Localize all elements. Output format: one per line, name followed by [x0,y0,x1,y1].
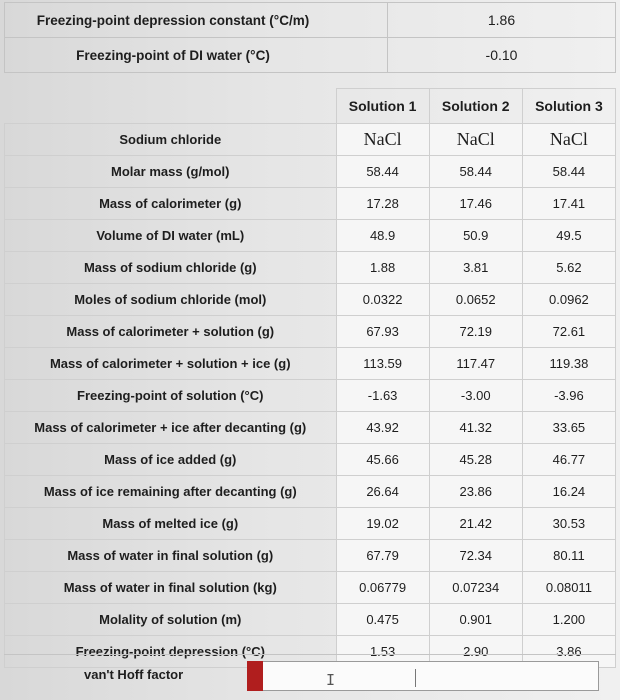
constant-label: Freezing-point depression constant (°C/m) [5,3,388,38]
row-label: Mass of sodium chloride (g) [5,252,337,284]
row-label: Volume of DI water (mL) [5,220,337,252]
constant-label: Freezing-point of DI water (°C) [5,38,388,73]
row-label: Molality of solution (m) [5,604,337,636]
cell-solution-2[interactable]: -3.00 [429,380,522,412]
cell-solution-1[interactable]: NaCl [336,124,429,156]
table-header-row [5,89,616,124]
cell-solution-1[interactable]: 19.02 [336,508,429,540]
cell-solution-1[interactable]: 0.06779 [336,572,429,604]
table-row [5,572,616,604]
row-label: Mass of water in final solution (g) [5,540,337,572]
table-row [5,220,616,252]
cell-solution-1[interactable]: 113.59 [336,348,429,380]
cell-solution-2[interactable]: 2.90 [429,636,522,668]
table-row [5,252,616,284]
row-label: Mass of calorimeter + ice after decanting (g) [5,412,337,444]
cell-solution-1[interactable]: 1.53 [336,636,429,668]
column-header-solution-1: Solution 1 [336,89,429,124]
row-label: Molar mass (g/mol) [5,156,337,188]
cell-solution-3[interactable]: 0.0962 [522,284,615,316]
cell-solution-3[interactable]: 3.86 [522,636,615,668]
table-row [5,508,616,540]
table-row [5,476,616,508]
cell-solution-3[interactable]: 33.65 [522,412,615,444]
table-row [5,316,616,348]
table-row [5,604,616,636]
cell-solution-2[interactable]: 0.07234 [429,572,522,604]
cell-solution-2[interactable]: 0.901 [429,604,522,636]
cell-solution-1[interactable]: 26.64 [336,476,429,508]
vant-hoff-row [4,654,616,699]
cell-solution-2[interactable]: 23.86 [429,476,522,508]
cell-solution-2[interactable]: 3.81 [429,252,522,284]
table-row [5,380,616,412]
cell-solution-1[interactable]: -1.63 [336,380,429,412]
row-label: Sodium chloride [5,124,337,156]
row-label: Freezing-point depression (°C) [5,636,337,668]
cell-solution-3[interactable]: NaCl [522,124,615,156]
cell-solution-3[interactable]: 58.44 [522,156,615,188]
cell-solution-2[interactable]: 0.0652 [429,284,522,316]
row-label: Freezing-point of solution (°C) [5,380,337,412]
cell-solution-3[interactable]: 80.11 [522,540,615,572]
table-row [5,156,616,188]
cell-solution-3[interactable]: -3.96 [522,380,615,412]
cell-solution-2[interactable]: 45.28 [429,444,522,476]
cell-solution-1[interactable]: 48.9 [336,220,429,252]
cell-solution-1[interactable]: 0.0322 [336,284,429,316]
row-label: Mass of calorimeter (g) [5,188,337,220]
cell-solution-1[interactable]: 17.28 [336,188,429,220]
row-label: Moles of sodium chloride (mol) [5,284,337,316]
cell-solution-1[interactable]: 45.66 [336,444,429,476]
constants-table [4,2,616,73]
data-table [4,88,616,668]
row-label: Mass of calorimeter + solution + ice (g) [5,348,337,380]
cell-solution-3[interactable]: 1.200 [522,604,615,636]
cell-solution-3[interactable]: 16.24 [522,476,615,508]
cell-solution-1[interactable]: 67.93 [336,316,429,348]
cell-solution-2[interactable]: 72.34 [429,540,522,572]
cell-solution-2[interactable]: NaCl [429,124,522,156]
row-label: Mass of water in final solution (kg) [5,572,337,604]
cell-solution-3[interactable]: 17.41 [522,188,615,220]
cell-solution-2[interactable]: 50.9 [429,220,522,252]
cell-solution-1[interactable]: 43.92 [336,412,429,444]
input-marker [247,661,263,691]
header-spacer [5,89,337,124]
text-cursor-icon: I [326,671,336,689]
cell-solution-2[interactable]: 58.44 [429,156,522,188]
cell-solution-2[interactable]: 41.32 [429,412,522,444]
row-label: Mass of ice added (g) [5,444,337,476]
cell-solution-3[interactable]: 49.5 [522,220,615,252]
cell-solution-3[interactable]: 5.62 [522,252,615,284]
cell-solution-1[interactable]: 1.88 [336,252,429,284]
table-row [5,540,616,572]
cell-solution-1[interactable]: 58.44 [336,156,429,188]
table-row [5,124,616,156]
table-row [5,412,616,444]
vant-hoff-input[interactable] [247,661,599,691]
constant-value: -0.10 [388,38,616,73]
constant-row-di-water [5,38,616,73]
row-label: Mass of melted ice (g) [5,508,337,540]
cell-solution-1[interactable]: 67.79 [336,540,429,572]
cell-solution-3[interactable]: 46.77 [522,444,615,476]
column-header-solution-3: Solution 3 [522,89,615,124]
cell-solution-3[interactable]: 30.53 [522,508,615,540]
constant-row-kf [5,3,616,38]
text-caret [415,669,416,687]
table-row [5,188,616,220]
row-label: Mass of calorimeter + solution (g) [5,316,337,348]
cell-solution-2[interactable]: 17.46 [429,188,522,220]
column-header-solution-2: Solution 2 [429,89,522,124]
cell-solution-2[interactable]: 72.19 [429,316,522,348]
row-label: Mass of ice remaining after decanting (g) [5,476,337,508]
constant-value: 1.86 [388,3,616,38]
cell-solution-2[interactable]: 21.42 [429,508,522,540]
table-row [5,348,616,380]
cell-solution-1[interactable]: 0.475 [336,604,429,636]
cell-solution-3[interactable]: 119.38 [522,348,615,380]
cell-solution-3[interactable]: 72.61 [522,316,615,348]
vant-hoff-label: van't Hoff factor [84,667,184,682]
cell-solution-3[interactable]: 0.08011 [522,572,615,604]
cell-solution-2[interactable]: 117.47 [429,348,522,380]
table-row [5,444,616,476]
table-row [5,284,616,316]
